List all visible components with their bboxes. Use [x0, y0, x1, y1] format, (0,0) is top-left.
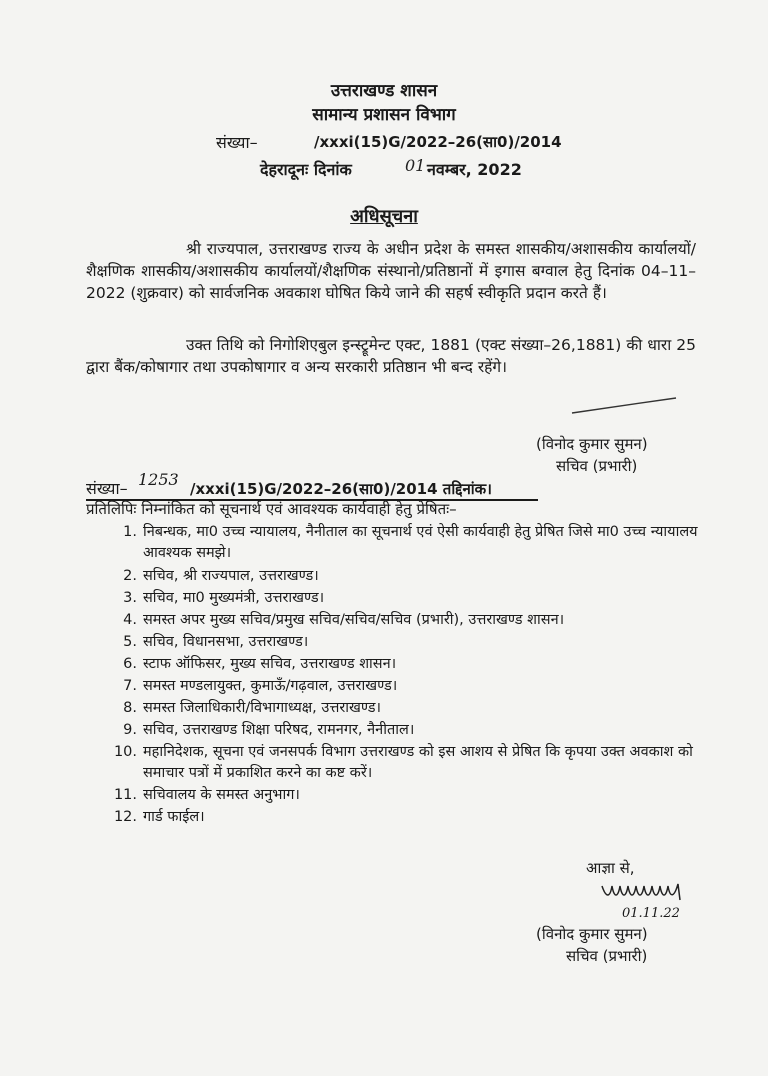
govt-heading: उत्तराखण्ड शासन	[330, 81, 438, 101]
signatory-1-name: (विनोद कुमार सुमन)	[536, 435, 648, 453]
copy-reference: /xxxi(15)G/2022–26(सा0)/2014 तद्दिनांक।	[190, 480, 492, 498]
list-item: 4. समस्त अपर मुख्य सचिव/प्रमुख सचिव/सचिव/सचिव (प्रभारी), उत्तराखण्ड शासन।	[123, 612, 565, 628]
list-item: 7. समस्त मण्डलायुक्त, कुमाऊँ/गढ़वाल, उत्तराखण्ड।	[123, 678, 398, 694]
signatory-2-name: (विनोद कुमार सुमन)	[536, 925, 648, 943]
signatory-2-designation: सचिव (प्रभारी)	[566, 947, 648, 965]
signatory-1-designation: सचिव (प्रभारी)	[556, 457, 638, 475]
body-paragraph-1: श्री राज्यपाल, उत्तराखण्ड राज्य के अधीन प्रदेश के समस्त शासकीय/अशासकीय कार्यालयों/शैक्षणिक शासकीय/अशासकीय कार्यालयों/शैक्षणिक संस्थानो/प्रतिष्ठानों में इगास बग्वाल हेतु दिनांक 04–11–2022 (शुक्रवार) को सार्वजनिक अवकाश घोषित किये जाने की सहर्ष स्वीकृति प्रदान करते हैं।	[86, 240, 696, 302]
handwritten-sign-date: 01.11.22	[622, 906, 680, 921]
list-item: 2. सचिव, श्री राज्यपाल, उत्तराखण्ड।	[123, 568, 319, 584]
list-item: 8. समस्त जिलाधिकारी/विभागाध्यक्ष, उत्तराखण्ड।	[123, 700, 382, 716]
distribution-list	[110, 522, 705, 829]
list-item: 12. गार्ड फाईल।	[113, 809, 205, 825]
list-item: 9. सचिव, उत्तराखण्ड शिक्षा परिषद, रामनगर, नैनीताल।	[123, 722, 415, 738]
sankhya-label: संख्या–	[216, 133, 258, 152]
reference-number: /xxxi(15)G/2022–26(सा0)/2014	[314, 133, 562, 151]
list-item: 10. महानिदेशक, सूचना एवं जनसपर्क विभाग उत्तराखण्ड को इस आशय से प्रेषित कि कृपया उक्त अवकाश को समाचार पत्रों में प्रकाशित करने का कष्ट करें।	[113, 744, 693, 781]
place-date-prefix: देहरादूनः दिनांक	[260, 160, 352, 179]
list-item: 3. सचिव, मा0 मुख्यमंत्री, उत्तराखण्ड।	[123, 590, 325, 606]
handwritten-day: 01	[405, 156, 426, 175]
list-item: 1. निबन्धक, मा0 उच्च न्यायालय, नैनीताल का सूचनार्थ एवं ऐसी कार्यवाही हेतु प्रेषित जिसे मा0 उच्च न्यायालय आवश्यक समझे।	[123, 524, 698, 561]
body-paragraph-2: उक्त तिथि को निगोशिएबुल इन्स्ट्रूमेन्ट एक्ट, 1881 (एक्ट संख्या–26,1881) की धारा 25 द्वारा बैंक/कोषागार तथा उपकोषागार व अन्य सरकारी प्रतिष्ठान भी बन्द रहेंगे।	[86, 336, 696, 376]
handwritten-copy-number: 1253	[138, 470, 179, 489]
copy-sankhya-label: संख्या–	[86, 479, 128, 498]
signature-scribble-2	[600, 878, 692, 904]
list-item: 5. सचिव, विधानसभा, उत्तराखण्ड।	[123, 634, 309, 650]
list-item: 11. सचिवालय के समस्त अनुभाग।	[113, 787, 300, 803]
month-year: नवम्बर, 2022	[427, 160, 522, 179]
department-heading: सामान्य प्रशासन विभाग	[312, 105, 456, 125]
list-item: 6. स्टाफ ऑफिसर, मुख्य सचिव, उत्तराखण्ड शासन।	[123, 656, 397, 672]
notification-title: अधिसूचना	[350, 206, 418, 227]
by-order-text: आज्ञा से,	[586, 859, 635, 877]
signature-stroke-1	[570, 395, 680, 417]
copy-intro: प्रतिलिपिः निम्नांकित को सूचनार्थ एवं आवश्यक कार्यवाही हेतु प्रेषितः–	[86, 500, 457, 518]
